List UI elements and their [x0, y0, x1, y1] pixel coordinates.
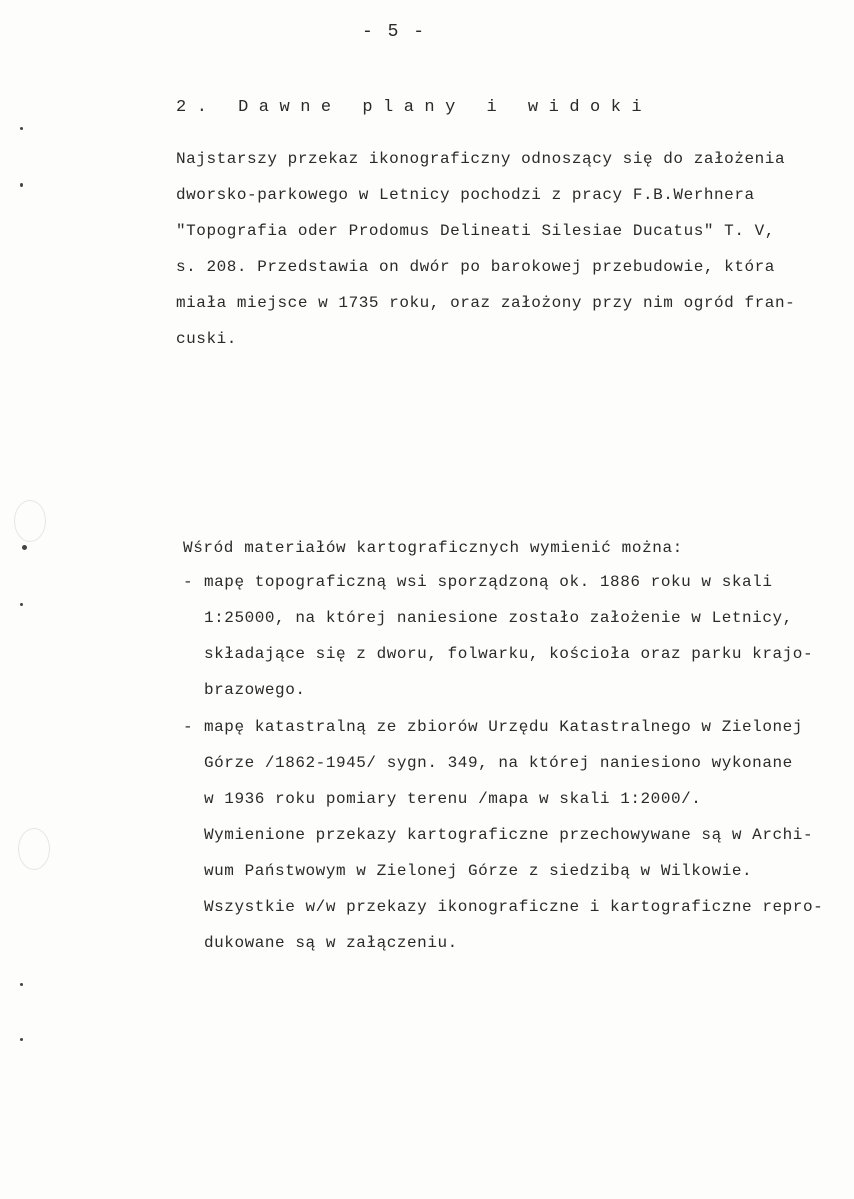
punch-hole-shadow — [14, 500, 46, 542]
list-line: składające się z dworu, folwarku, kościoła oraz parku krajo- — [204, 645, 814, 663]
margin-speck — [20, 603, 23, 606]
list-line: Wymienione przekazy kartograficzne przechowywane są w Archi- — [204, 826, 814, 844]
paragraph-line: cuski. — [176, 330, 237, 348]
list-line: Górze /1862-1945/ sygn. 349, na której naniesiono wykonane — [204, 754, 793, 772]
paragraph-line: Najstarszy przekaz ikonograficzny odnoszący się do założenia — [176, 150, 786, 168]
paragraph-line: dworsko-parkowego w Letnicy pochodzi z pracy F.B.Werhnera — [176, 186, 755, 204]
list-dash: - — [183, 718, 194, 736]
list-line: Wszystkie w/w przekazy ikonograficzne i kartograficzne repro- — [204, 898, 824, 916]
list-line: brazowego. — [204, 681, 306, 699]
list-line: mapę topograficzną wsi sporządzoną ok. 1886 roku w skali — [204, 573, 773, 591]
margin-speck — [20, 1038, 23, 1041]
margin-speck — [20, 127, 23, 130]
paragraph-line: miała miejsce w 1735 roku, oraz założony przy nim ogród fran- — [176, 294, 796, 312]
section-heading: 2. Dawne plany i widoki — [176, 98, 653, 117]
margin-speck — [20, 183, 23, 187]
list — [183, 573, 843, 953]
list-dash: - — [183, 573, 194, 591]
list-line: dukowane są w załączeniu. — [204, 934, 458, 952]
margin-speck — [20, 983, 23, 986]
paragraph-line: s. 208. Przedstawia on dwór po barokowej przebudowie, która — [176, 258, 775, 276]
paragraph-1 — [176, 150, 836, 360]
page-number: - 5 - — [362, 22, 427, 42]
list-line: w 1936 roku pomiary terenu /mapa w skali 1:2000/. — [204, 790, 702, 808]
paragraph-line: "Topografia oder Prodomus Delineati Silesiae Ducatus" T. V, — [176, 222, 775, 240]
paragraph-2-intro: Wśród materiałów kartograficznych wymienić można: — [183, 539, 683, 557]
list-line: 1:25000, na której naniesione zostało założenie w Letnicy, — [204, 609, 793, 627]
punch-hole-shadow — [18, 828, 50, 870]
list-line: mapę katastralną ze zbiorów Urzędu Katastralnego w Zielonej — [204, 718, 803, 736]
margin-speck — [22, 545, 27, 550]
list-line: wum Państwowym w Zielonej Górze z siedzibą w Wilkowie. — [204, 862, 753, 880]
